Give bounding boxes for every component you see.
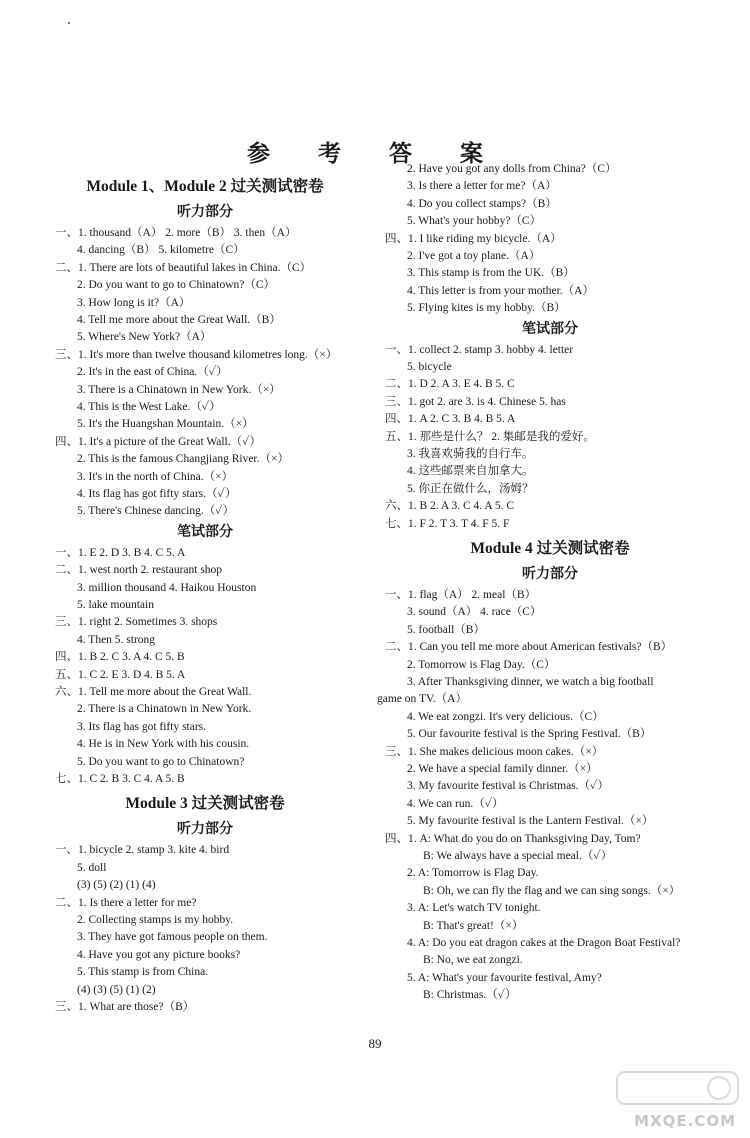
answer-line: 2. This is the famous Changjiang River.（×） — [77, 453, 289, 466]
answer-line: 一、1. E 2. D 3. B 4. C 5. A — [55, 546, 186, 559]
answer-line: 二、1. west north 2. restaurant shop — [55, 564, 223, 577]
answer-line: 5. Our favourite festival is the Spring Festival.（B） — [407, 728, 652, 741]
answer-line: B: Oh, we can fly the flag and we can sing songs.（×） — [423, 884, 681, 897]
answer-line: 2. We have a special family dinner.（×） — [407, 763, 598, 775]
answer-line: 4. Have you got any picture books? — [77, 948, 241, 961]
answer-line: 3. A: Let's watch TV tonight. — [407, 902, 541, 915]
answer-line: 5. Where's New York?（A） — [77, 331, 212, 344]
answer-line: 5. Flying kites is my hobby.（B） — [407, 302, 566, 315]
answer-line: 2. I've got a toy plane.（A） — [407, 250, 541, 262]
answer-line: 二、1. D 2. A 3. E 4. B 5. C — [385, 378, 515, 391]
answer-line: 2. Tomorrow is Flag Day.（C） — [407, 658, 556, 671]
answer-line: 七、1. C 2. B 3. C 4. A 5. B — [55, 773, 185, 785]
answer-line: 4. We eat zongzi. It's very delicious.（C） — [407, 710, 604, 723]
answer-line: 2. A: Tomorrow is Flag Day. — [407, 867, 539, 880]
answer-line: 4. dancing（B） 5. kilometre（C） — [77, 244, 245, 257]
answer-line: 3. million thousand 4. Haikou Houston — [77, 581, 257, 594]
answer-line: 一、1. collect 2. stamp 3. hobby 4. letter — [385, 343, 574, 356]
answer-line: 4. Its flag has got fifty stars.（✓） — [77, 488, 237, 500]
answer-line: 四、1. B 2. C 3. A 4. C 5. B — [55, 651, 185, 664]
answer-line: 4. This is the West Lake.（✓） — [77, 401, 221, 413]
answer-line: 2. Do you want to go to Chinatown?（C） — [77, 279, 276, 292]
answer-line: 5. A: What's your favourite festival, Amy? — [407, 971, 602, 984]
answer-line: 3. My favourite festival is Christmas.（✓） — [407, 780, 609, 793]
answer-line: 二、1. Is there a letter for me? — [55, 896, 197, 909]
answer-line: 二、1. Can you tell me more about American festivals?（B） — [385, 641, 673, 654]
answer-line: 3. 我喜欢骑我的自行车。 — [407, 448, 534, 460]
answer-line: 一、1. thousand（A） 2. more（B） 3. then（A） — [55, 227, 297, 239]
watermark-logo-icon — [615, 1070, 740, 1106]
answer-line: 四、1. A 2. C 3. B 4. B 5. A — [385, 413, 516, 426]
watermark — [615, 1070, 740, 1130]
answer-line: 三、1. right 2. Sometimes 3. shops — [55, 616, 218, 629]
answer-line: 四、1. It's a picture of the Great Wall.（✓） — [55, 435, 262, 448]
answer-line: B: No, we eat zongzi. — [423, 954, 523, 967]
answer-line: 四、1. A: What do you do on Thanksgiving Day, Tom? — [385, 832, 641, 845]
answer-line: 二、1. There are lots of beautiful lakes in China.（C） — [55, 261, 312, 274]
answer-line: 六、1. B 2. A 3. C 4. A 5. C — [385, 500, 515, 513]
answer-line: 三、1. It's more than twelve thousand kilometres long.（×） — [55, 348, 338, 361]
answer-line: 3. How long is it?（A） — [77, 296, 191, 309]
answer-line: (4) (3) (5) (1) (2) — [77, 983, 156, 996]
answer-line: 五、1. C 2. E 3. D 4. B 5. A — [55, 668, 186, 681]
answer-line: 3. Its flag has got fifty stars. — [77, 720, 207, 733]
answer-line: 一、1. bicycle 2. stamp 3. kite 4. bird — [55, 844, 230, 857]
page-title: 参 考 答 案 — [246, 141, 504, 167]
section-heading: 笔试部分 — [522, 320, 578, 337]
answer-line: 4. Do you collect stamps?（B） — [407, 197, 557, 210]
section-heading: 笔试部分 — [177, 523, 233, 540]
answer-line: 4. We can run.（✓） — [407, 797, 504, 810]
answer-line: 3. They have got famous people on them. — [77, 931, 268, 944]
answer-line: 一、1. flag（A） 2. meal（B） — [385, 589, 537, 601]
answer-line: B: That's great!（×） — [423, 919, 524, 932]
answer-line: 2. There is a Chinatown in New York. — [77, 703, 252, 716]
answer-line: 2. Collecting stamps is my hobby. — [77, 914, 234, 926]
answer-line: 3. It's in the north of China.（×） — [77, 470, 234, 483]
answer-line: 3. Is there a letter for me?（A） — [407, 180, 557, 193]
answer-line: game on TV.（A） — [377, 693, 467, 706]
module-heading: Module 3 过关测试密卷 — [125, 795, 285, 813]
answer-line: 4. This letter is from your mother.（A） — [407, 284, 594, 297]
answer-line: 五、1. 那些是什么？ 2. 集邮是我的爱好。 — [385, 430, 595, 443]
answer-line: 5. lake mountain — [77, 599, 154, 611]
answer-line: 4. A: Do you eat dragon cakes at the Dragon Boat Festival? — [407, 937, 681, 949]
answer-line: (3) (5) (2) (1) (4) — [77, 879, 156, 892]
answer-line: B: Christmas.（✓） — [423, 989, 517, 1002]
answer-line: 4. Tell me more about the Great Wall.（B） — [77, 314, 281, 326]
section-heading: 听力部分 — [522, 566, 578, 582]
section-heading: 听力部分 — [177, 204, 233, 220]
answer-line: 4. 这些邮票来自加拿大。 — [407, 465, 534, 478]
module-heading: Module 1、Module 2 过关测试密卷 — [86, 178, 324, 195]
answer-line: 5. There's Chinese dancing.（✓） — [77, 505, 235, 518]
answer-line: 5. This stamp is from China. — [77, 966, 209, 979]
answer-line: 5. football（B） — [407, 623, 485, 636]
answer-line: 5. What's your hobby?（C） — [407, 215, 542, 228]
section-heading: 听力部分 — [177, 821, 233, 838]
answer-line: B: We always have a special meal.（✓） — [423, 850, 613, 862]
watermark-url: MXQE.COM — [634, 1112, 736, 1130]
answer-line: 5. bicycle — [407, 361, 452, 373]
answer-line: 3. After Thanksgiving dinner, we watch a big football — [407, 676, 654, 688]
answer-line: 4. He is in New York with his cousin. — [77, 738, 250, 751]
module-heading: Module 4 过关测试密卷 — [470, 540, 630, 557]
answer-line: 5. 你正在做什么，汤姆？ — [407, 482, 534, 495]
answer-line: 5. doll — [77, 861, 107, 874]
answer-line: 2. It's in the east of China.（✓） — [77, 366, 228, 379]
answer-line: 七、1. F 2. T 3. T 4. F 5. F — [385, 517, 510, 530]
answer-line: 5. It's the Huangshan Mountain.（×） — [77, 418, 254, 431]
answer-line: 2. Have you got any dolls from China?（C） — [407, 163, 617, 175]
answer-line: 3. sound（A） 4. race（C） — [407, 606, 542, 619]
answer-line: 3. This stamp is from the UK.（B） — [407, 267, 575, 280]
answer-line: 三、1. got 2. are 3. is 4. Chinese 5. has — [385, 395, 566, 408]
answer-line: 三、1. What are those?（B） — [55, 1001, 195, 1013]
answer-line: 5. My favourite festival is the Lantern Festival.（×） — [407, 815, 654, 828]
answer-line: 六、1. Tell me more about the Great Wall. — [55, 686, 252, 698]
scan-speck — [68, 22, 70, 24]
page-number: 89 — [368, 1036, 382, 1051]
answer-line: 三、1. She makes delicious moon cakes.（×） — [385, 745, 604, 758]
answer-line: 5. Do you want to go to Chinatown? — [77, 755, 245, 768]
answer-line: 3. There is a Chinatown in New York.（×） — [77, 383, 281, 396]
answer-line: 四、1. I like riding my bicycle.（A） — [385, 232, 562, 245]
answer-line: 4. Then 5. strong — [77, 633, 156, 646]
